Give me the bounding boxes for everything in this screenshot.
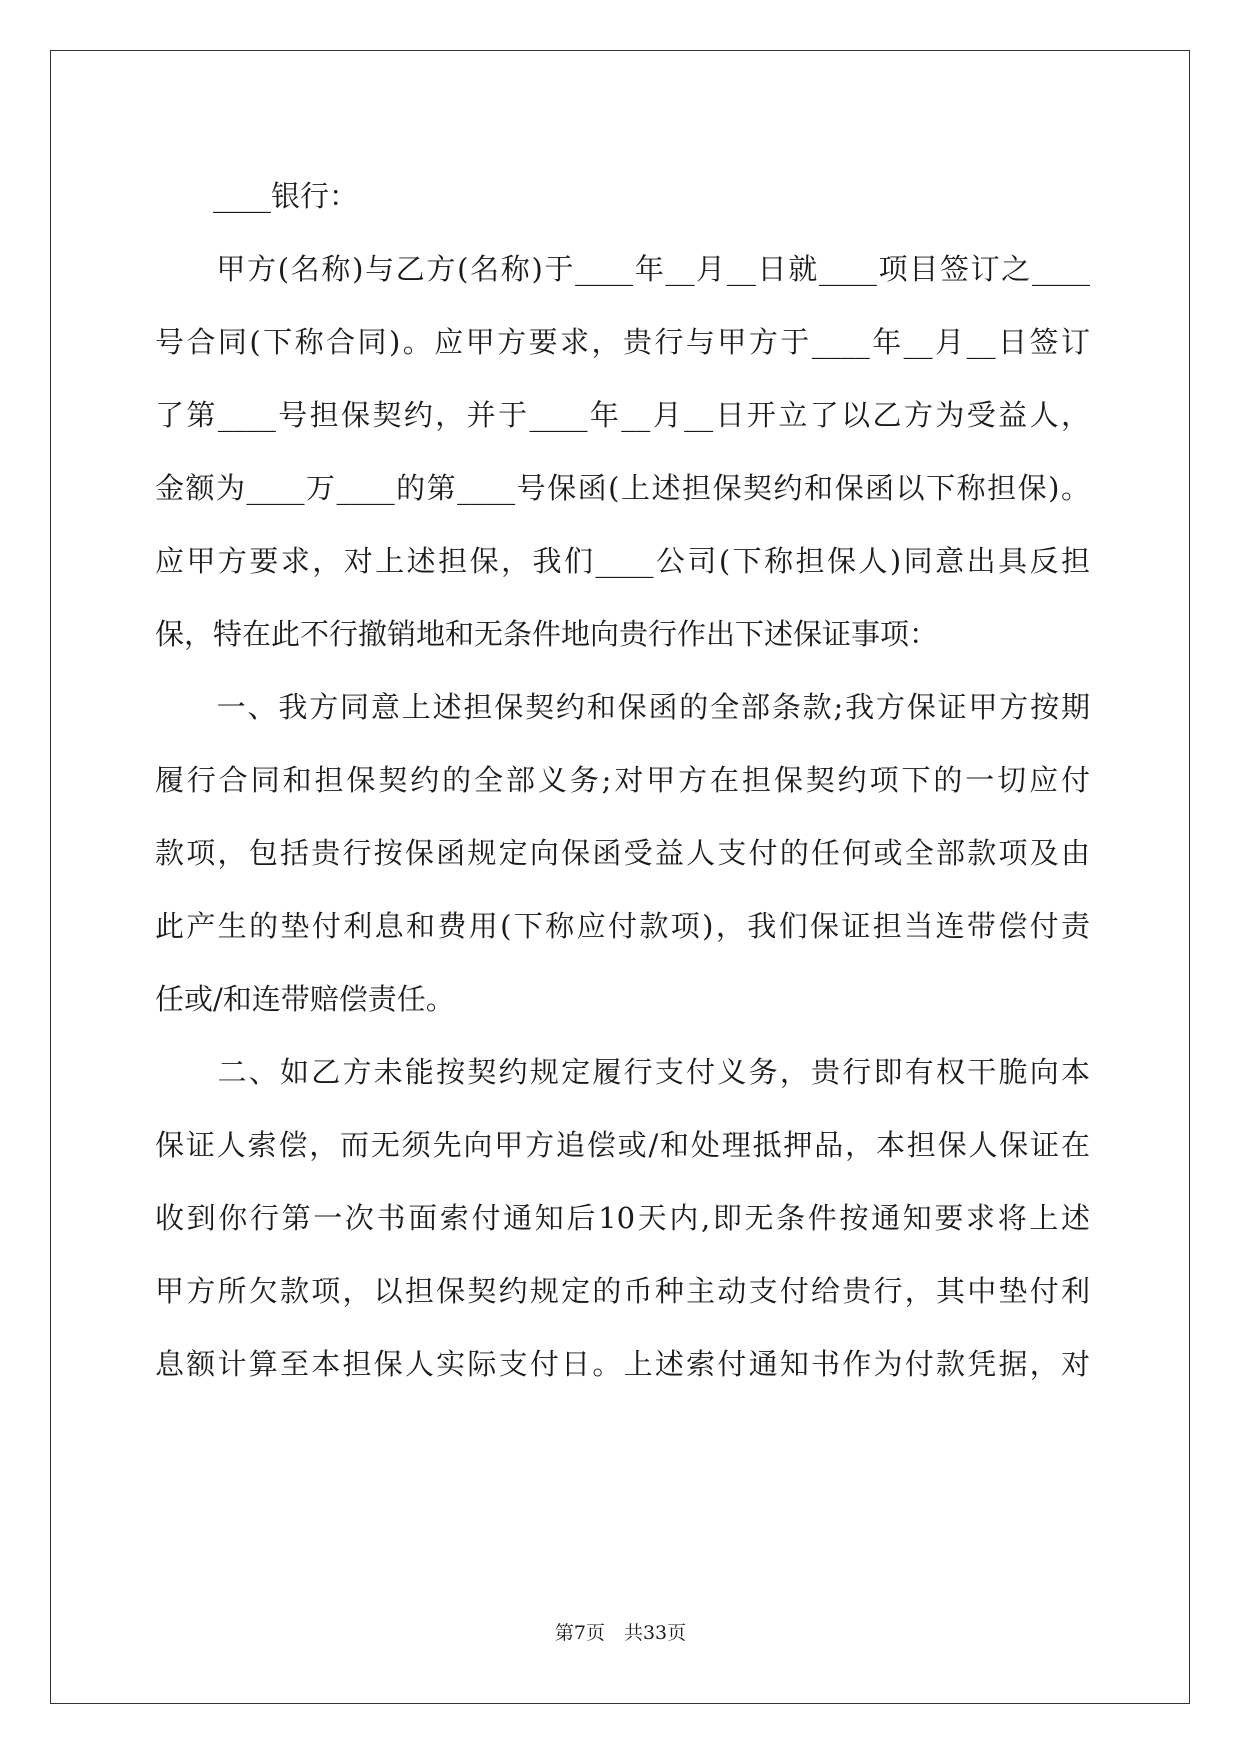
- text-line: 保，特在此不行撤销地和无条件地向贵行作出下述保证事项：: [155, 617, 939, 651]
- text-line: 收到你行第一次书面索付通知后10天内,即无条件按通知要求将上述: [155, 1201, 1090, 1235]
- text-line: 任或/和连带赔偿责任。: [155, 982, 455, 1016]
- text-line: 号合同(下称合同)。应甲方要求，贵行与甲方于____年__月__日签订: [155, 325, 1090, 359]
- text-line: 甲方(名称)与乙方(名称)于____年__月__日就____项目签订之____: [155, 252, 1090, 286]
- text-line: 息额计算至本担保人实际支付日。上述索付通知书作为付款凭据，对: [155, 1347, 1090, 1381]
- document-body: [155, 160, 1090, 1401]
- text-line: 应甲方要求，对上述担保，我们____公司(下称担保人)同意出具反担: [155, 544, 1090, 578]
- text-line: 此产生的垫付利息和费用(下称应付款项)，我们保证担当连带偿付责: [155, 909, 1090, 943]
- text-line: 一、我方同意上述担保契约和保函的全部条款;我方保证甲方按期: [155, 690, 1090, 724]
- text-line: ____银行：: [155, 179, 359, 213]
- text-line: 金额为____万____的第____号保函(上述担保契约和保函以下称担保)。: [155, 471, 1090, 505]
- text-line: 履行合同和担保契约的全部义务;对甲方在担保契约项下的一切应付: [155, 763, 1090, 797]
- text-line: 二、如乙方未能按契约规定履行支付义务，贵行即有权干脆向本: [155, 1055, 1090, 1089]
- text-line: 保证人索偿，而无须先向甲方追偿或/和处理抵押品，本担保人保证在: [155, 1128, 1090, 1162]
- text-line: 了第____号担保契约，并于____年__月__日开立了以乙方为受益人，: [155, 398, 1090, 432]
- text-line: 款项，包括贵行按保函规定向保函受益人支付的任何或全部款项及由: [155, 836, 1090, 870]
- page-number-footer: 第7页 共33页: [554, 1622, 687, 1644]
- text-line: 甲方所欠款项，以担保契约规定的币种主动支付给贵行，其中垫付利: [155, 1274, 1090, 1308]
